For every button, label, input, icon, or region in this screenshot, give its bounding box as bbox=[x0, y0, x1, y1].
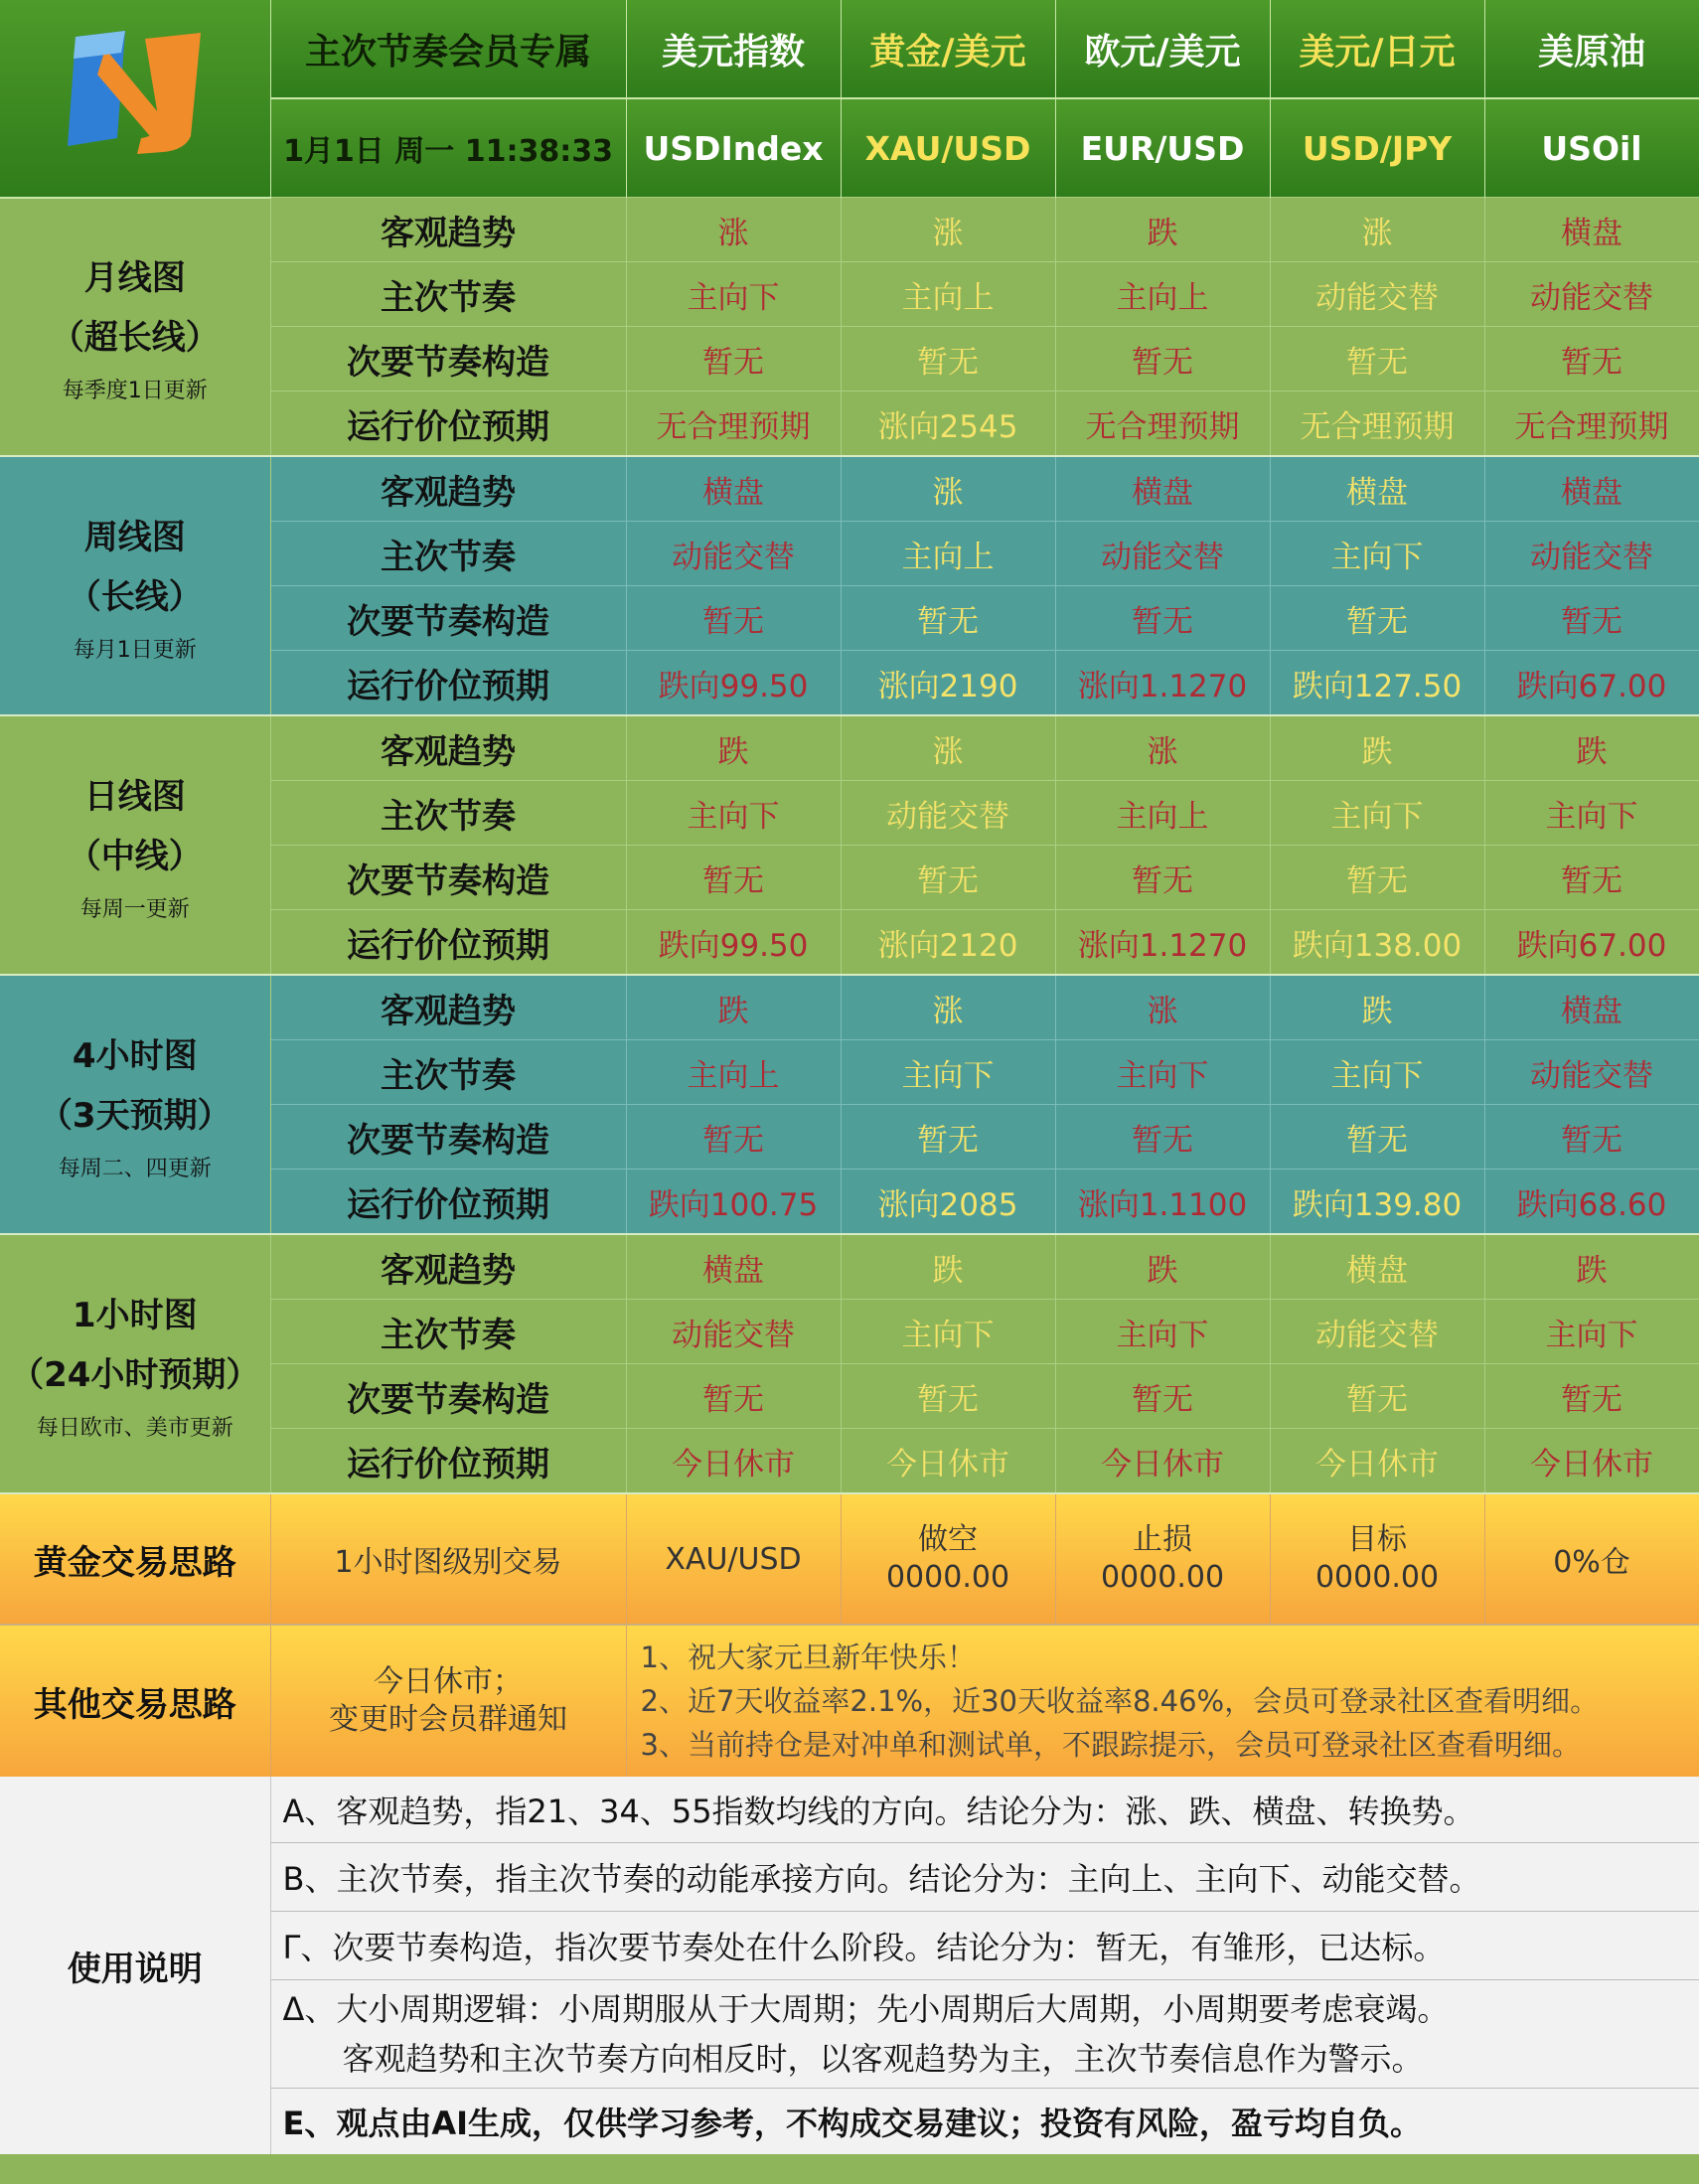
cell-secondary-structure-xauusd: 暂无 bbox=[841, 327, 1055, 391]
row-label-main-rhythm: 主次节奏 bbox=[270, 1300, 626, 1364]
cell-secondary-structure-eurusd: 暂无 bbox=[1055, 1105, 1270, 1170]
cell-objective-trend-usdjpy: 横盘 bbox=[1270, 456, 1484, 522]
cell-price-expectation-xauusd: 涨向2120 bbox=[841, 910, 1055, 976]
cell-price-expectation-usoil: 无合理预期 bbox=[1484, 391, 1699, 457]
cell-main-rhythm-eurusd: 动能交替 bbox=[1055, 522, 1270, 586]
row-label-price-expectation: 运行价位预期 bbox=[270, 910, 626, 976]
direction-value: 0000.00 bbox=[885, 1560, 1010, 1595]
instrument-cn-3: 欧元/美元 bbox=[1055, 0, 1270, 98]
row-label-price-expectation: 运行价位预期 bbox=[270, 391, 626, 457]
usage-item-d-line2: 客观趋势和主次节奏方向相反时，以客观趋势为主，主次节奏信息作为警示。 bbox=[342, 2040, 1424, 2078]
period-title-cell bbox=[0, 456, 270, 715]
cell-secondary-structure-eurusd: 暂无 bbox=[1055, 586, 1270, 651]
period-horizon: （24小时预期） bbox=[10, 1355, 260, 1395]
instrument-code-1: USDIndex bbox=[626, 98, 841, 198]
usage-row-a bbox=[0, 1777, 1699, 1843]
cell-secondary-structure-usdindex: 暂无 bbox=[626, 586, 841, 651]
instrument-code-5: USOil bbox=[1484, 98, 1699, 198]
cell-secondary-structure-xauusd: 暂无 bbox=[841, 846, 1055, 910]
cell-secondary-structure-usdindex: 暂无 bbox=[626, 1364, 841, 1429]
cell-objective-trend-usdjpy: 跌 bbox=[1270, 715, 1484, 781]
cell-price-expectation-eurusd: 涨向1.1270 bbox=[1055, 651, 1270, 716]
cell-secondary-structure-usoil: 暂无 bbox=[1484, 1105, 1699, 1170]
row-label-objective-trend: 客观趋势 bbox=[270, 1234, 626, 1300]
cell-price-expectation-eurusd: 今日休市 bbox=[1055, 1429, 1270, 1494]
cell-secondary-structure-usdjpy: 暂无 bbox=[1270, 1105, 1484, 1170]
period-update-note: 每周一更新 bbox=[79, 897, 190, 922]
usage-item-a: A、客观趋势，指21、34、55指数均线的方向。结论分为：涨、跌、横盘、转换势。 bbox=[270, 1777, 1699, 1843]
cell-objective-trend-xauusd: 跌 bbox=[841, 1234, 1055, 1300]
cell-secondary-structure-usoil: 暂无 bbox=[1484, 1364, 1699, 1429]
cell-secondary-structure-usdindex: 暂无 bbox=[626, 327, 841, 391]
cell-main-rhythm-usdindex: 主向下 bbox=[626, 262, 841, 327]
cell-secondary-structure-eurusd: 暂无 bbox=[1055, 846, 1270, 910]
cell-objective-trend-eurusd: 涨 bbox=[1055, 715, 1270, 781]
usage-item-b: B、主次节奏，指主次节奏的动能承接方向。结论分为：主向上、主向下、动能交替。 bbox=[270, 1843, 1699, 1912]
cell-objective-trend-xauusd: 涨 bbox=[841, 198, 1055, 262]
cell-secondary-structure-eurusd: 暂无 bbox=[1055, 1364, 1270, 1429]
notice-line-2: 变更时会员群通知 bbox=[329, 1702, 567, 1737]
cell-objective-trend-usdindex: 跌 bbox=[626, 975, 841, 1040]
brand-logo bbox=[0, 0, 270, 198]
period-title-cell bbox=[0, 975, 270, 1234]
gold-plan-position: 0%仓 bbox=[1484, 1493, 1699, 1625]
cell-objective-trend-xauusd: 涨 bbox=[841, 456, 1055, 522]
row-label-secondary-structure: 次要节奏构造 bbox=[270, 846, 626, 910]
cell-price-expectation-usdindex: 跌向100.75 bbox=[626, 1170, 841, 1235]
cell-objective-trend-eurusd: 跌 bbox=[1055, 198, 1270, 262]
cell-main-rhythm-usdjpy: 主向下 bbox=[1270, 781, 1484, 846]
period-title-cell bbox=[0, 198, 270, 457]
period-1-row-objective-trend bbox=[0, 198, 1699, 262]
cell-secondary-structure-usoil: 暂无 bbox=[1484, 846, 1699, 910]
row-label-main-rhythm: 主次节奏 bbox=[270, 262, 626, 327]
gold-plan-row bbox=[0, 1493, 1699, 1625]
cell-main-rhythm-usdindex: 主向下 bbox=[626, 781, 841, 846]
row-label-secondary-structure: 次要节奏构造 bbox=[270, 327, 626, 391]
gold-plan-label: 黄金交易思路 bbox=[0, 1493, 270, 1625]
cell-price-expectation-xauusd: 涨向2085 bbox=[841, 1170, 1055, 1235]
period-update-note: 每日欧市、美市更新 bbox=[36, 1416, 233, 1441]
row-label-price-expectation: 运行价位预期 bbox=[270, 1170, 626, 1235]
cell-objective-trend-usoil: 横盘 bbox=[1484, 198, 1699, 262]
cell-main-rhythm-usoil: 动能交替 bbox=[1484, 522, 1699, 586]
cell-objective-trend-xauusd: 涨 bbox=[841, 975, 1055, 1040]
row-label-price-expectation: 运行价位预期 bbox=[270, 1429, 626, 1494]
other-plan-notice bbox=[270, 1625, 626, 1777]
cell-main-rhythm-eurusd: 主向下 bbox=[1055, 1300, 1270, 1364]
cell-main-rhythm-usdjpy: 动能交替 bbox=[1270, 1300, 1484, 1364]
cell-secondary-structure-usdjpy: 暂无 bbox=[1270, 846, 1484, 910]
cell-secondary-structure-usdjpy: 暂无 bbox=[1270, 1364, 1484, 1429]
gold-plan-level: 1小时图级别交易 bbox=[270, 1493, 626, 1625]
period-update-note: 每周二、四更新 bbox=[58, 1157, 212, 1181]
period-horizon: （3天预期） bbox=[38, 1096, 232, 1136]
cell-main-rhythm-xauusd: 主向上 bbox=[841, 262, 1055, 327]
cell-main-rhythm-usoil: 主向下 bbox=[1484, 781, 1699, 846]
cell-objective-trend-eurusd: 跌 bbox=[1055, 1234, 1270, 1300]
row-label-main-rhythm: 主次节奏 bbox=[270, 1040, 626, 1105]
cell-secondary-structure-usdindex: 暂无 bbox=[626, 846, 841, 910]
cell-main-rhythm-usdindex: 主向上 bbox=[626, 1040, 841, 1105]
cell-main-rhythm-xauusd: 动能交替 bbox=[841, 781, 1055, 846]
usage-label: 使用说明 bbox=[0, 1777, 270, 2154]
cell-objective-trend-usdjpy: 横盘 bbox=[1270, 1234, 1484, 1300]
usage-item-e: E、观点由AI生成，仅供学习参考，不构成交易建议；投资有风险，盈亏均自负。 bbox=[270, 2089, 1699, 2155]
row-label-secondary-structure: 次要节奏构造 bbox=[270, 586, 626, 651]
note-2: 2、近7天收益率2.1%，近30天收益率8.46%，会员可登录社区查看明细。 bbox=[640, 1684, 1600, 1718]
other-plan-label: 其他交易思路 bbox=[0, 1625, 270, 1777]
cell-price-expectation-usdjpy: 跌向127.50 bbox=[1270, 651, 1484, 716]
cell-price-expectation-xauusd: 今日休市 bbox=[841, 1429, 1055, 1494]
period-update-note: 每月1日更新 bbox=[73, 638, 197, 663]
period-5-row-objective-trend bbox=[0, 1234, 1699, 1300]
cell-price-expectation-usdindex: 今日休市 bbox=[626, 1429, 841, 1494]
period-4-row-objective-trend bbox=[0, 975, 1699, 1040]
target-label: 目标 bbox=[1347, 1522, 1407, 1557]
cell-price-expectation-usoil: 跌向68.60 bbox=[1484, 1170, 1699, 1235]
cell-price-expectation-eurusd: 无合理预期 bbox=[1055, 391, 1270, 457]
header-title: 主次节奏会员专属 bbox=[270, 0, 626, 98]
instrument-cn-2: 黄金/美元 bbox=[841, 0, 1055, 98]
instrument-cn-1: 美元指数 bbox=[626, 0, 841, 98]
period-horizon: （长线） bbox=[67, 577, 203, 617]
cell-objective-trend-usdindex: 跌 bbox=[626, 715, 841, 781]
cell-main-rhythm-usdjpy: 主向下 bbox=[1270, 522, 1484, 586]
cell-objective-trend-usdindex: 横盘 bbox=[626, 1234, 841, 1300]
cell-main-rhythm-usdindex: 动能交替 bbox=[626, 1300, 841, 1364]
row-label-objective-trend: 客观趋势 bbox=[270, 975, 626, 1040]
cell-secondary-structure-xauusd: 暂无 bbox=[841, 586, 1055, 651]
gold-plan-target bbox=[1270, 1493, 1484, 1625]
gold-plan-instrument: XAU/USD bbox=[626, 1493, 841, 1625]
cell-objective-trend-usoil: 横盘 bbox=[1484, 456, 1699, 522]
period-horizon: （中线） bbox=[67, 837, 203, 876]
period-title: 1小时图 bbox=[72, 1296, 198, 1335]
row-label-objective-trend: 客观趋势 bbox=[270, 715, 626, 781]
usage-item-c: Γ、次要节奏构造，指次要节奏处在什么阶段。结论分为：暂无，有雏形，已达标。 bbox=[270, 1912, 1699, 1980]
row-label-objective-trend: 客观趋势 bbox=[270, 198, 626, 262]
cell-objective-trend-usdjpy: 跌 bbox=[1270, 975, 1484, 1040]
row-label-price-expectation: 运行价位预期 bbox=[270, 651, 626, 716]
other-plan-notes bbox=[626, 1625, 1699, 1777]
note-3: 3、当前持仓是对冲单和测试单，不跟踪提示，会员可登录社区查看明细。 bbox=[640, 1728, 1581, 1762]
period-3-row-objective-trend bbox=[0, 715, 1699, 781]
direction-label: 做空 bbox=[918, 1522, 978, 1557]
cell-price-expectation-xauusd: 涨向2190 bbox=[841, 651, 1055, 716]
cell-price-expectation-usdjpy: 跌向139.80 bbox=[1270, 1170, 1484, 1235]
note-1: 1、祝大家元旦新年快乐！ bbox=[640, 1640, 976, 1674]
cell-main-rhythm-usoil: 主向下 bbox=[1484, 1300, 1699, 1364]
period-update-note: 每季度1日更新 bbox=[62, 379, 208, 404]
cell-objective-trend-usoil: 跌 bbox=[1484, 715, 1699, 781]
other-plan-row bbox=[0, 1625, 1699, 1777]
period-title: 月线图 bbox=[83, 258, 186, 299]
cell-price-expectation-usdjpy: 跌向138.00 bbox=[1270, 910, 1484, 976]
cell-objective-trend-usoil: 横盘 bbox=[1484, 975, 1699, 1040]
cell-objective-trend-eurusd: 横盘 bbox=[1055, 456, 1270, 522]
cell-secondary-structure-xauusd: 暂无 bbox=[841, 1364, 1055, 1429]
usage-item-d-line1: Δ、大小周期逻辑：小周期服从于大周期；先小周期后大周期，小周期要考虑衰竭。 bbox=[282, 1990, 1450, 2028]
period-2-row-objective-trend bbox=[0, 456, 1699, 522]
gold-plan-direction bbox=[841, 1493, 1055, 1625]
stop-value: 0000.00 bbox=[1100, 1560, 1225, 1595]
cell-objective-trend-usdjpy: 涨 bbox=[1270, 198, 1484, 262]
cell-price-expectation-usoil: 跌向67.00 bbox=[1484, 651, 1699, 716]
cell-secondary-structure-usdjpy: 暂无 bbox=[1270, 586, 1484, 651]
stop-label: 止损 bbox=[1133, 1522, 1192, 1557]
cell-main-rhythm-xauusd: 主向下 bbox=[841, 1040, 1055, 1105]
instrument-cn-5: 美原油 bbox=[1484, 0, 1699, 98]
row-label-main-rhythm: 主次节奏 bbox=[270, 781, 626, 846]
cell-main-rhythm-eurusd: 主向上 bbox=[1055, 781, 1270, 846]
cell-main-rhythm-usdindex: 动能交替 bbox=[626, 522, 841, 586]
cell-secondary-structure-eurusd: 暂无 bbox=[1055, 327, 1270, 391]
period-title: 日线图 bbox=[83, 777, 186, 817]
instrument-code-2: XAU/USD bbox=[841, 98, 1055, 198]
cell-objective-trend-usdindex: 涨 bbox=[626, 198, 841, 262]
cell-main-rhythm-xauusd: 主向上 bbox=[841, 522, 1055, 586]
instrument-code-3: EUR/USD bbox=[1055, 98, 1270, 198]
period-title-cell bbox=[0, 1234, 270, 1493]
instrument-cn-4: 美元/日元 bbox=[1270, 0, 1484, 98]
cell-main-rhythm-usoil: 动能交替 bbox=[1484, 262, 1699, 327]
cell-price-expectation-usdindex: 无合理预期 bbox=[626, 391, 841, 457]
target-value: 0000.00 bbox=[1314, 1560, 1440, 1595]
cell-price-expectation-usdindex: 跌向99.50 bbox=[626, 651, 841, 716]
instrument-code-4: USD/JPY bbox=[1270, 98, 1484, 198]
cell-price-expectation-usoil: 跌向67.00 bbox=[1484, 910, 1699, 976]
cell-objective-trend-usdindex: 横盘 bbox=[626, 456, 841, 522]
usage-item-d bbox=[270, 1980, 1699, 2089]
cell-objective-trend-xauusd: 涨 bbox=[841, 715, 1055, 781]
gold-plan-stop bbox=[1055, 1493, 1270, 1625]
row-label-main-rhythm: 主次节奏 bbox=[270, 522, 626, 586]
logo-icon bbox=[46, 19, 225, 168]
cell-price-expectation-usoil: 今日休市 bbox=[1484, 1429, 1699, 1494]
notice-line-1: 今日休市； bbox=[374, 1664, 523, 1699]
cell-price-expectation-xauusd: 涨向2545 bbox=[841, 391, 1055, 457]
cell-secondary-structure-usdindex: 暂无 bbox=[626, 1105, 841, 1170]
cell-main-rhythm-eurusd: 主向下 bbox=[1055, 1040, 1270, 1105]
cell-price-expectation-eurusd: 涨向1.1100 bbox=[1055, 1170, 1270, 1235]
period-horizon: （超长线） bbox=[50, 318, 220, 359]
row-label-secondary-structure: 次要节奏构造 bbox=[270, 1105, 626, 1170]
cell-main-rhythm-eurusd: 主向上 bbox=[1055, 262, 1270, 327]
cell-price-expectation-usdjpy: 今日休市 bbox=[1270, 1429, 1484, 1494]
cell-objective-trend-eurusd: 涨 bbox=[1055, 975, 1270, 1040]
row-label-secondary-structure: 次要节奏构造 bbox=[270, 1364, 626, 1429]
cell-price-expectation-usdjpy: 无合理预期 bbox=[1270, 391, 1484, 457]
period-title: 周线图 bbox=[83, 518, 186, 557]
header-row-names bbox=[0, 0, 1699, 98]
cell-main-rhythm-usdjpy: 主向下 bbox=[1270, 1040, 1484, 1105]
cell-secondary-structure-xauusd: 暂无 bbox=[841, 1105, 1055, 1170]
cell-price-expectation-eurusd: 涨向1.1270 bbox=[1055, 910, 1270, 976]
cell-objective-trend-usoil: 跌 bbox=[1484, 1234, 1699, 1300]
row-label-objective-trend: 客观趋势 bbox=[270, 456, 626, 522]
period-title-cell bbox=[0, 715, 270, 975]
cell-main-rhythm-usdjpy: 动能交替 bbox=[1270, 262, 1484, 327]
cell-secondary-structure-usdjpy: 暂无 bbox=[1270, 327, 1484, 391]
cell-price-expectation-usdindex: 跌向99.50 bbox=[626, 910, 841, 976]
cell-main-rhythm-usoil: 动能交替 bbox=[1484, 1040, 1699, 1105]
cell-secondary-structure-usoil: 暂无 bbox=[1484, 586, 1699, 651]
cell-secondary-structure-usoil: 暂无 bbox=[1484, 327, 1699, 391]
header-datetime: 1月1日 周一 11:38:33 bbox=[270, 98, 626, 198]
period-title: 4小时图 bbox=[72, 1036, 198, 1076]
cell-main-rhythm-xauusd: 主向下 bbox=[841, 1300, 1055, 1364]
